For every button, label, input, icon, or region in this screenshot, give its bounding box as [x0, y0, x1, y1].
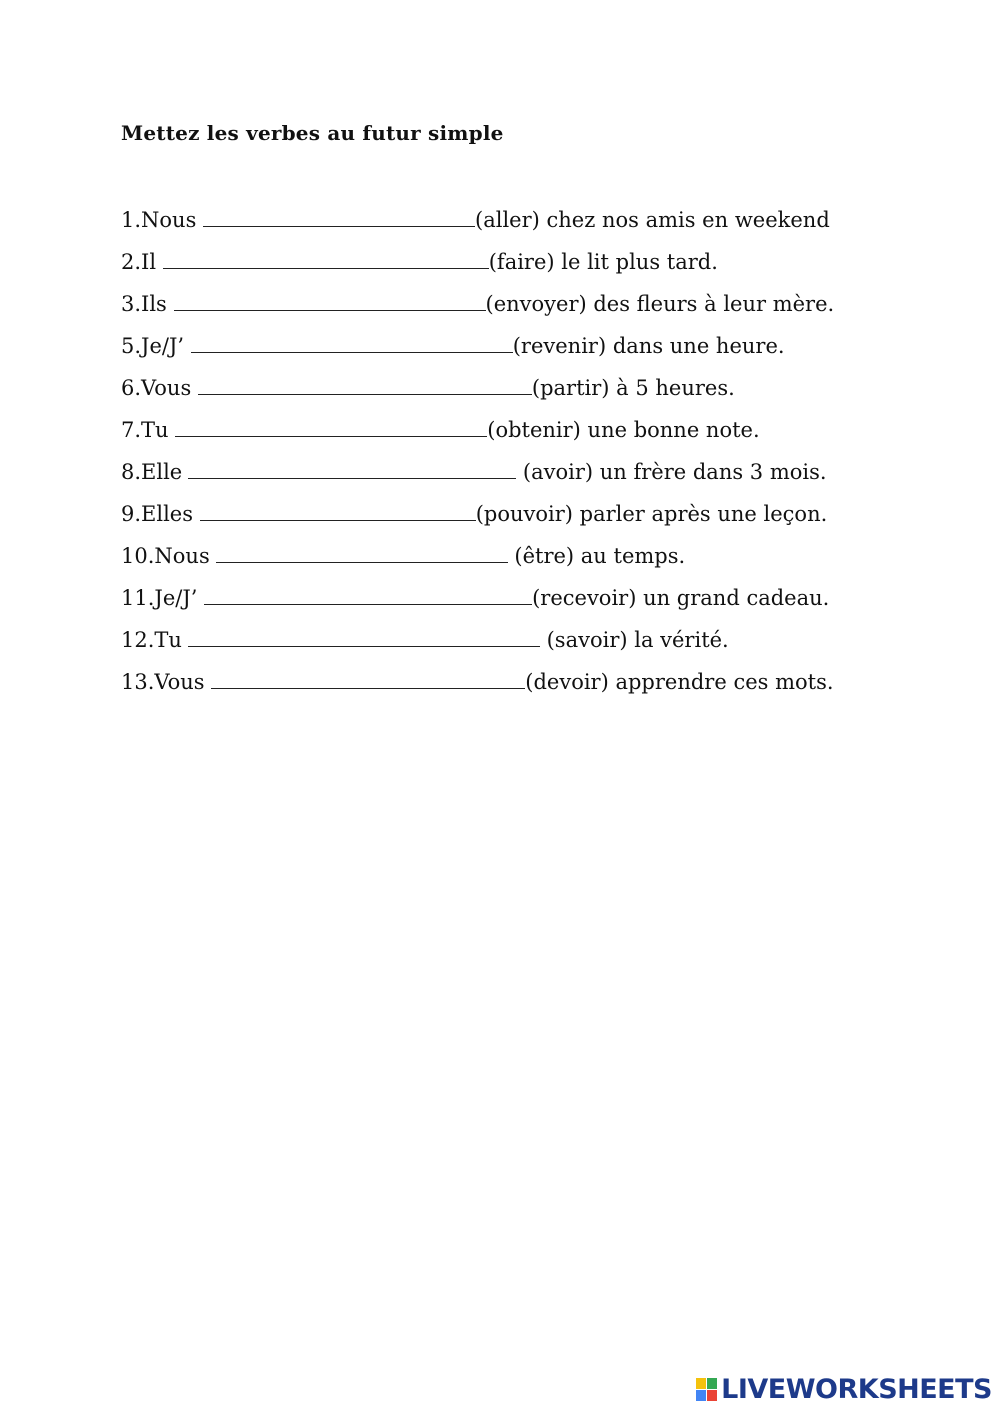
answer-blank[interactable] — [188, 454, 516, 479]
answer-blank[interactable] — [211, 664, 525, 689]
answer-blank[interactable] — [191, 328, 513, 353]
item-prefix: 6.Vous — [121, 376, 198, 400]
item-prefix: 8.Elle — [121, 460, 183, 484]
exercise-item — [121, 622, 921, 664]
answer-blank[interactable] — [200, 496, 476, 521]
item-prefix: 3.Ils — [121, 292, 174, 316]
item-verb-and-rest: (pouvoir) parler après une leçon. — [475, 502, 828, 526]
exercise-item — [121, 538, 921, 580]
item-prefix: 2.Il — [121, 250, 163, 274]
item-prefix: 5.Je/J’ — [121, 334, 191, 358]
answer-blank[interactable] — [174, 286, 486, 311]
answer-blank[interactable] — [203, 202, 475, 227]
liveworksheets-logo — [696, 1374, 992, 1405]
page-title: Mettez les verbes au futur simple — [121, 121, 504, 145]
answer-blank[interactable] — [204, 580, 532, 605]
answer-blank[interactable] — [175, 412, 487, 437]
item-prefix: 10.Nous — [121, 544, 210, 568]
item-verb-and-rest: (être) au temps. — [507, 544, 686, 568]
exercise-item — [121, 664, 921, 706]
logo-square — [696, 1378, 706, 1389]
item-verb-and-rest: (avoir) un frère dans 3 mois. — [516, 460, 827, 484]
answer-blank[interactable] — [198, 370, 532, 395]
item-verb-and-rest: (envoyer) des fleurs à leur mère. — [485, 292, 835, 316]
answer-blank[interactable] — [216, 538, 508, 563]
item-verb-and-rest: (devoir) apprendre ces mots. — [525, 670, 834, 694]
item-verb-and-rest: (partir) à 5 heures. — [531, 376, 735, 400]
logo-text: LIVEWORKSHEETS — [721, 1374, 992, 1405]
item-verb-and-rest: (obtenir) une bonne note. — [487, 418, 760, 442]
logo-square — [696, 1390, 706, 1401]
item-verb-and-rest: (recevoir) un grand cadeau. — [532, 586, 830, 610]
item-prefix: 7.Tu — [121, 418, 176, 442]
item-prefix: 9.Elles — [121, 502, 200, 526]
item-prefix: 12.Tu — [121, 628, 182, 652]
logo-square — [707, 1390, 717, 1401]
exercise-item — [121, 370, 921, 412]
item-prefix: 11.Je/J’ — [121, 586, 205, 610]
exercise-item — [121, 496, 921, 538]
exercise-item — [121, 328, 921, 370]
exercise-item — [121, 202, 921, 244]
item-verb-and-rest: (aller) chez nos amis en weekend — [475, 208, 830, 232]
answer-blank[interactable] — [188, 622, 540, 647]
item-prefix: 13.Vous — [121, 670, 212, 694]
exercise-item — [121, 286, 921, 328]
exercise-item — [121, 244, 921, 286]
exercise-item — [121, 580, 921, 622]
logo-square — [707, 1378, 717, 1389]
exercise-list — [121, 202, 921, 706]
item-verb-and-rest: (revenir) dans une heure. — [512, 334, 785, 358]
exercise-item — [121, 412, 921, 454]
item-prefix: 1.Nous — [121, 208, 204, 232]
item-verb-and-rest: (savoir) la vérité. — [539, 628, 729, 652]
answer-blank[interactable] — [163, 244, 489, 269]
exercise-item — [121, 454, 921, 496]
logo-icon — [696, 1378, 717, 1401]
item-verb-and-rest: (faire) le lit plus tard. — [488, 250, 718, 274]
